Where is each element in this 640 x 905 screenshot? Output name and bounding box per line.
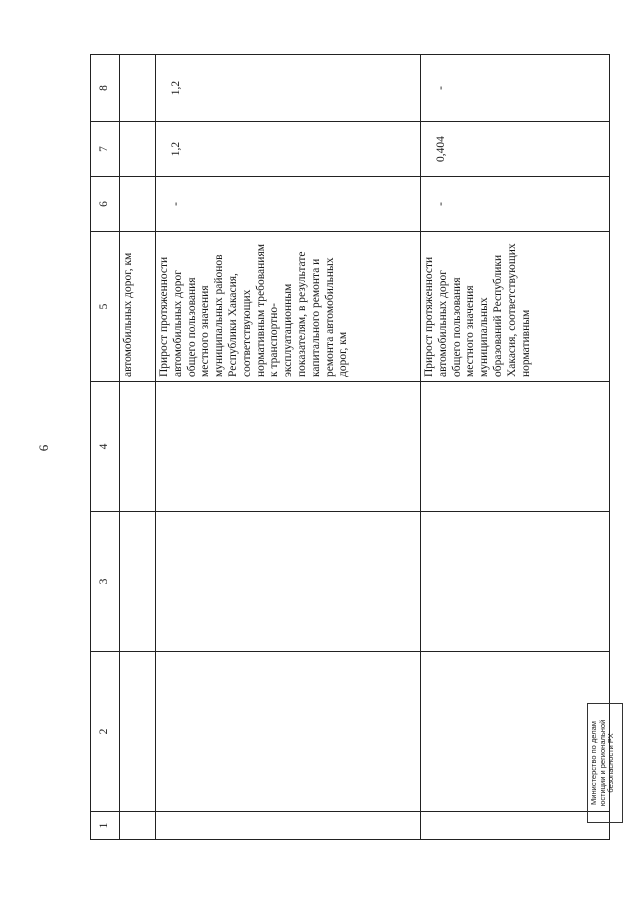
table-row xyxy=(156,55,421,840)
cell-col1 xyxy=(120,812,156,840)
column-header-3: 3 xyxy=(91,512,120,652)
cell-col8: - xyxy=(421,55,610,122)
cell-col3 xyxy=(120,512,156,652)
cell-col3 xyxy=(156,512,421,652)
cell-col4 xyxy=(120,382,156,512)
cell-col2 xyxy=(421,652,610,812)
program-indicators-table xyxy=(90,54,610,840)
column-header-1: 1 xyxy=(91,812,120,840)
cell-indicator-name: автомобильных дорог, км xyxy=(120,232,156,382)
column-header-6: 6 xyxy=(91,177,120,232)
column-header-4: 4 xyxy=(91,382,120,512)
cell-col2 xyxy=(120,652,156,812)
cell-indicator-name: Прирост протяженности автомобильных дорог общего пользования местного значения муниципальных образований Республики Хакасия, соответствующих нормативным xyxy=(421,232,610,382)
cell-col1 xyxy=(421,812,610,840)
ministry-stamp xyxy=(585,705,625,825)
cell-col8: 1,2 xyxy=(156,55,421,122)
cell-col7: 0,404 xyxy=(421,122,610,177)
table-header-row xyxy=(91,55,120,840)
stamp-line-3: безопасности РХ xyxy=(606,733,616,793)
table-row xyxy=(120,55,156,840)
cell-col1 xyxy=(156,812,421,840)
cell-indicator-name: Прирост протяженности автомобильных дорог общего пользования местного значения муниципальных районов Республики Хакасия, соответствующих нормативным требованиям к транспортно-эксплуатационным показателям, в результате капитального ремонта и ремонта автомобильных дорог, км xyxy=(156,232,421,382)
cell-col2 xyxy=(156,652,421,812)
cell-col6: - xyxy=(156,177,421,232)
cell-col4 xyxy=(156,382,421,512)
column-header-2: 2 xyxy=(91,652,120,812)
column-header-5: 5 xyxy=(91,232,120,382)
stamp-line-1: Министерство по делам xyxy=(589,721,598,805)
table-container xyxy=(90,55,610,840)
table-row xyxy=(421,55,610,840)
column-header-7: 7 xyxy=(91,122,120,177)
cell-col8 xyxy=(120,55,156,122)
cell-col7: 1,2 xyxy=(156,122,421,177)
ministry-stamp-box xyxy=(587,703,623,823)
page-number: 6 xyxy=(36,444,51,452)
cell-col7 xyxy=(120,122,156,177)
cell-col6: - xyxy=(421,177,610,232)
column-header-8: 8 xyxy=(91,55,120,122)
cell-col3 xyxy=(421,512,610,652)
cell-col4 xyxy=(421,382,610,512)
cell-col6 xyxy=(120,177,156,232)
stamp-line-2: юстиции и региональной xyxy=(597,719,607,807)
